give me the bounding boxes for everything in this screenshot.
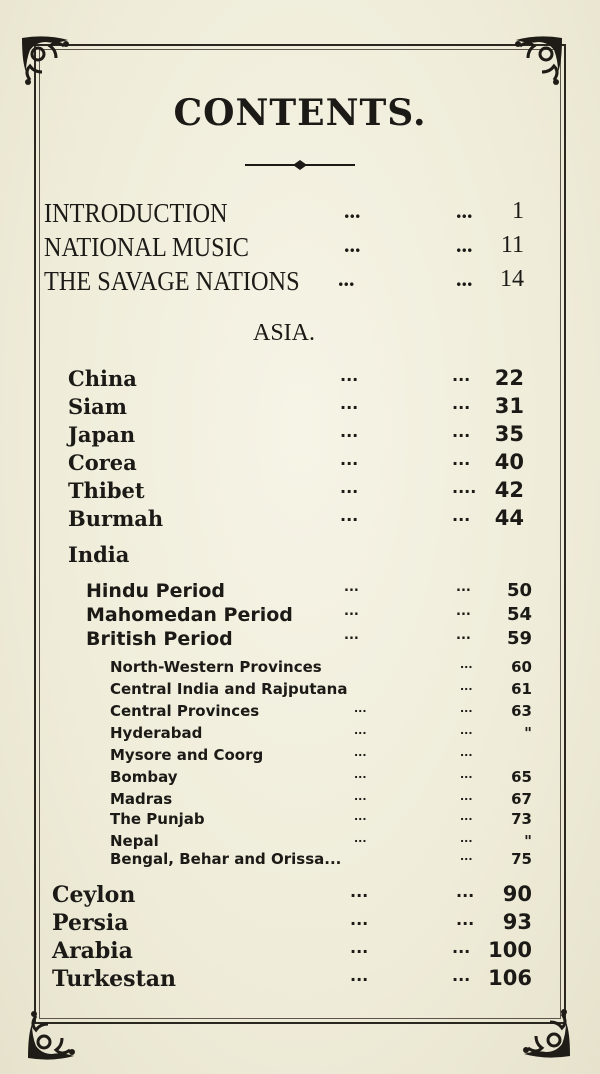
toc-entry-label: Corea <box>68 450 137 475</box>
section-heading-asia: ASIA. <box>252 320 315 346</box>
page-number: 31 <box>494 394 524 418</box>
toc-entry-label: Hindu Period <box>86 580 226 602</box>
leader-dots: ... <box>344 232 361 257</box>
toc-entry-persia[interactable] <box>0 910 600 940</box>
page-number: 42 <box>494 478 524 502</box>
toc-entry-siam[interactable] <box>0 394 600 424</box>
leader-dots: ... <box>452 422 471 441</box>
toc-entry-ceylon[interactable] <box>0 882 600 912</box>
corner-ornament-bottom-left <box>22 1006 80 1064</box>
leader-dots: ... <box>354 724 367 737</box>
leader-dots: ... <box>452 938 471 957</box>
leader-dots: ... <box>460 832 473 845</box>
leader-dots: .... <box>452 478 477 497</box>
leader-dots: ... <box>452 966 471 985</box>
corner-ornament-bottom-right <box>518 1004 576 1062</box>
page-number: 73 <box>511 810 532 828</box>
toc-entry-british-period[interactable] <box>0 628 600 658</box>
toc-entry-national-music[interactable] <box>0 232 600 262</box>
leader-dots: ... <box>460 790 473 803</box>
leader-dots: ... <box>460 850 473 863</box>
leader-dots: ... <box>452 394 471 413</box>
leader-dots: ... <box>354 768 367 781</box>
leader-dots: ... <box>460 680 473 693</box>
page-number: 67 <box>511 790 532 808</box>
page-number: 59 <box>506 628 532 649</box>
toc-entry-label: NATIONAL MUSIC <box>44 232 249 262</box>
leader-dots: ... <box>456 910 475 929</box>
leader-dots: ... <box>350 938 369 957</box>
toc-entry-label: Bombay <box>110 768 178 786</box>
leader-dots: ... <box>452 450 471 469</box>
leader-dots: ... <box>340 394 359 413</box>
toc-entry-label: Ceylon <box>52 882 136 908</box>
toc-entry-introduction[interactable] <box>0 198 600 228</box>
toc-entry-savage-nations[interactable] <box>0 266 600 296</box>
page-number: 65 <box>511 768 532 786</box>
toc-entry-japan[interactable] <box>0 422 600 452</box>
leader-dots: ... <box>452 366 471 385</box>
toc-entry-label: Hyderabad <box>110 724 203 742</box>
title-divider <box>245 158 355 172</box>
page-number: 60 <box>511 658 532 676</box>
page-number: 14 <box>500 266 524 292</box>
toc-entry-burmah[interactable] <box>0 506 600 536</box>
page-number: 35 <box>494 422 524 446</box>
leader-dots: ... <box>456 232 473 257</box>
toc-entry-label: British Period <box>86 628 233 650</box>
leader-dots: ... <box>350 882 369 901</box>
toc-entry-label: Siam <box>68 394 127 419</box>
toc-entry-label: Burmah <box>68 506 164 531</box>
leader-dots: ... <box>460 746 473 759</box>
leader-dots: ... <box>344 198 361 223</box>
toc-entry-label: Madras <box>110 790 173 808</box>
leader-dots: ... <box>452 506 471 525</box>
page-number: 44 <box>494 506 524 530</box>
toc-entry-label: Nepal <box>110 832 159 850</box>
page-number: " <box>524 724 532 742</box>
leader-dots: ... <box>338 266 355 291</box>
toc-entry-bengal-behar-orissa[interactable] <box>0 850 600 880</box>
leader-dots: ... <box>344 628 359 643</box>
leader-dots: ... <box>456 198 473 223</box>
leader-dots: ... <box>354 832 367 845</box>
page-number: 61 <box>511 680 532 698</box>
leader-dots: ... <box>460 724 473 737</box>
leader-dots: ... <box>354 702 367 715</box>
leader-dots: ... <box>340 478 359 497</box>
leader-dots: ... <box>456 580 471 595</box>
toc-entry-label: Mysore and Coorg <box>110 746 264 764</box>
toc-entry-label: Central India and Rajputana <box>110 680 348 698</box>
page-title: CONTENTS. <box>173 92 427 134</box>
page-number: " <box>524 832 532 850</box>
leader-dots: ... <box>350 966 369 985</box>
leader-dots: ... <box>456 882 475 901</box>
leader-dots: ... <box>340 450 359 469</box>
leader-dots: ... <box>460 702 473 715</box>
page-number: 100 <box>488 938 532 962</box>
leader-dots: ... <box>354 790 367 803</box>
leader-dots: ... <box>456 266 473 291</box>
leader-dots: ... <box>460 810 473 823</box>
toc-entry-label: THE SAVAGE NATIONS <box>44 266 300 296</box>
leader-dots: ... <box>350 910 369 929</box>
leader-dots: ... <box>344 580 359 595</box>
toc-entry-arabia[interactable] <box>0 938 600 968</box>
toc-entry-label: Thibet <box>68 478 145 503</box>
page-number: 106 <box>488 966 532 990</box>
page-number: 11 <box>500 232 524 258</box>
page-number: 93 <box>502 910 532 934</box>
toc-entry-china[interactable] <box>0 366 600 396</box>
toc-entry-label: Arabia <box>52 938 133 964</box>
toc-entry-label: China <box>68 366 137 391</box>
toc-entry-label: Central Provinces <box>110 702 260 720</box>
toc-entry-label: Persia <box>52 910 129 936</box>
toc-entry-turkestan[interactable] <box>0 966 600 996</box>
page-number: 50 <box>506 580 532 601</box>
leader-dots: ... <box>340 366 359 385</box>
leader-dots: ... <box>340 422 359 441</box>
toc-entry-corea[interactable] <box>0 450 600 480</box>
toc-entry-label: Turkestan <box>52 966 176 992</box>
toc-entry-label: INTRODUCTION <box>44 198 228 228</box>
leader-dots: ... <box>456 628 471 643</box>
corner-ornament-top-left <box>16 32 74 90</box>
leader-dots: ... <box>340 506 359 525</box>
toc-entry-label: India <box>68 542 130 567</box>
leader-dots: ... <box>460 658 473 671</box>
page-number: 22 <box>494 366 524 390</box>
toc-entry-label: Bengal, Behar and Orissa... <box>110 850 342 868</box>
toc-entry-label: Japan <box>68 422 136 447</box>
page-number: 40 <box>494 450 524 474</box>
leader-dots: ... <box>354 746 367 759</box>
page-number: 63 <box>511 702 532 720</box>
toc-entry-label: The Punjab <box>110 810 205 828</box>
toc-entry-label: Mahomedan Period <box>86 604 293 626</box>
page-number: 75 <box>511 850 532 868</box>
corner-ornament-top-right <box>510 32 568 90</box>
leader-dots: ... <box>344 604 359 619</box>
page-number: 54 <box>506 604 532 625</box>
toc-entry-label: North-Western Provinces <box>110 658 322 676</box>
page-number: 90 <box>502 882 532 906</box>
page-number: 1 <box>512 198 524 224</box>
leader-dots: ... <box>354 810 367 823</box>
toc-entry-thibet[interactable] <box>0 478 600 508</box>
leader-dots: ... <box>460 768 473 781</box>
leader-dots: ... <box>456 604 471 619</box>
toc-entry-india[interactable] <box>0 542 600 572</box>
